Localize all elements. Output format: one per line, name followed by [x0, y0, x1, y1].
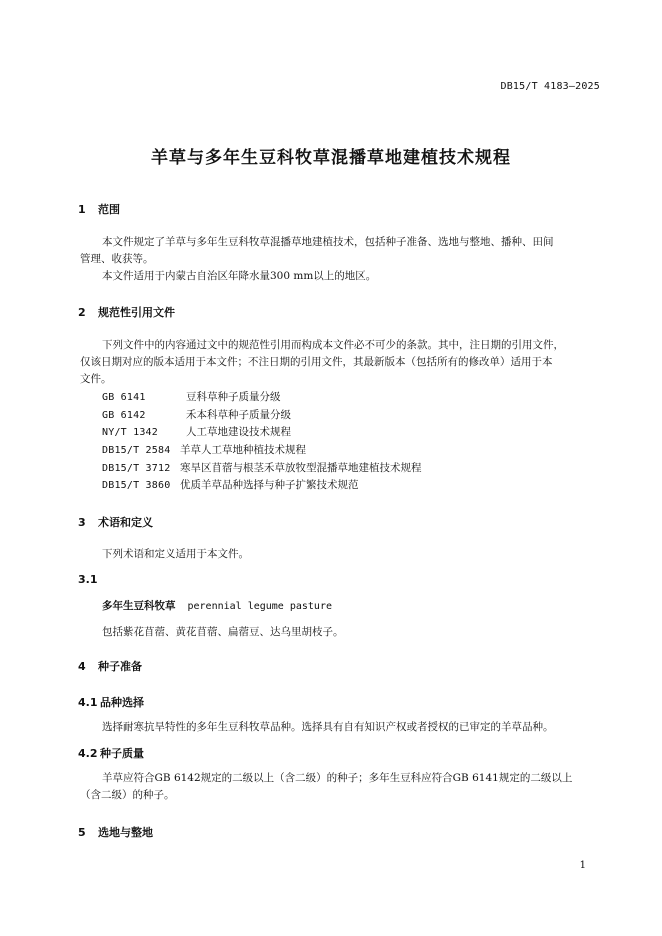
section-2-heading: [78, 304, 175, 320]
section-number: 5: [78, 826, 86, 839]
section-number: 4: [78, 660, 86, 673]
section-5-heading: [78, 824, 153, 840]
reference-title: 羊草人工草地种植技术规程: [180, 444, 306, 456]
reference-code: DB15/T 2584: [102, 445, 171, 456]
reference-title: 禾本科草种子质量分级: [186, 409, 291, 421]
reference-item: [102, 460, 422, 475]
paragraph-line: 下列术语和定义适用于本文件。: [102, 548, 249, 560]
term-chinese: 多年生豆科牧草: [102, 600, 176, 612]
reference-code: DB15/T 3712: [102, 463, 171, 474]
section-title: 范围: [98, 203, 120, 216]
section-title: 种子准备: [98, 660, 142, 673]
reference-code: DB15/T 3860: [102, 480, 171, 491]
reference-code: NY/T 1342: [102, 427, 158, 438]
section-3-heading: [78, 514, 153, 530]
paragraph-line: 下列文件中的内容通过文中的规范性引用而构成本文件必不可少的条款。其中，注日期的引用文件，: [102, 339, 564, 351]
section-number: 1: [78, 203, 86, 216]
section-1-heading: [78, 201, 120, 217]
paragraph-line: 选择耐寒抗旱特性的多年生豆科牧草品种。选择具有自有知识产权或者授权的已审定的羊草品种。: [102, 721, 554, 733]
term-number: 3.1: [78, 573, 98, 586]
subsection-4-1-heading: [78, 694, 144, 710]
paragraph-line: 羊草应符合GB 6142规定的二级以上（含二级）的种子；多年生豆科应符合GB 6141规定的二级以上: [102, 772, 573, 784]
reference-item: [102, 389, 281, 404]
paragraph-line: 管理、收获等。: [80, 253, 154, 265]
reference-title: 寒旱区苜蓿与根茎禾草放牧型混播草地建植技术规程: [180, 462, 422, 474]
section-number: 3: [78, 516, 86, 529]
document-code: DB15/T 4183—2025: [500, 81, 600, 92]
reference-item: [102, 424, 291, 439]
paragraph-line: 文件。: [80, 373, 112, 385]
paragraph-line: 本文件规定了羊草与多年生豆科牧草混播草地建植技术，包括种子准备、选地与整地、播种、田间: [102, 236, 554, 248]
reference-item: [102, 477, 359, 492]
term-english: perennial legume pasture: [187, 601, 332, 612]
subsection-4-2-heading: [78, 745, 144, 761]
paragraph-line: 本文件适用于内蒙古自治区年降水量300 mm以上的地区。: [102, 270, 377, 282]
paragraph-line: 仅该日期对应的版本适用于本文件；不注日期的引用文件，其最新版本（包括所有的修改单）适用于本: [80, 356, 553, 368]
subsection-title: 种子质量: [100, 747, 144, 760]
section-title: 规范性引用文件: [98, 306, 175, 319]
page-number: 1: [579, 860, 586, 871]
subsection-number: 4.2: [78, 747, 98, 760]
subsection-number: 4.1: [78, 696, 98, 709]
term-definition: 包括紫花苜蓿、黄花苜蓿、扁蓿豆、达乌里胡枝子。: [102, 626, 344, 638]
section-title: 术语和定义: [98, 516, 153, 529]
section-number: 2: [78, 306, 86, 319]
document-title: 羊草与多年生豆科牧草混播草地建植技术规程: [151, 148, 511, 168]
reference-title: 人工草地建设技术规程: [186, 426, 291, 438]
reference-item: [102, 407, 291, 422]
term-entry: [102, 598, 332, 613]
subsection-title: 品种选择: [100, 696, 144, 709]
reference-title: 优质羊草品种选择与种子扩繁技术规范: [180, 479, 359, 491]
section-title: 选地与整地: [98, 826, 153, 839]
reference-code: GB 6141: [102, 392, 146, 403]
reference-code: GB 6142: [102, 410, 146, 421]
paragraph-line: （含二级）的种子。: [80, 789, 175, 801]
reference-item: [102, 442, 306, 457]
section-4-heading: [78, 658, 142, 674]
reference-title: 豆科草种子质量分级: [186, 391, 281, 403]
